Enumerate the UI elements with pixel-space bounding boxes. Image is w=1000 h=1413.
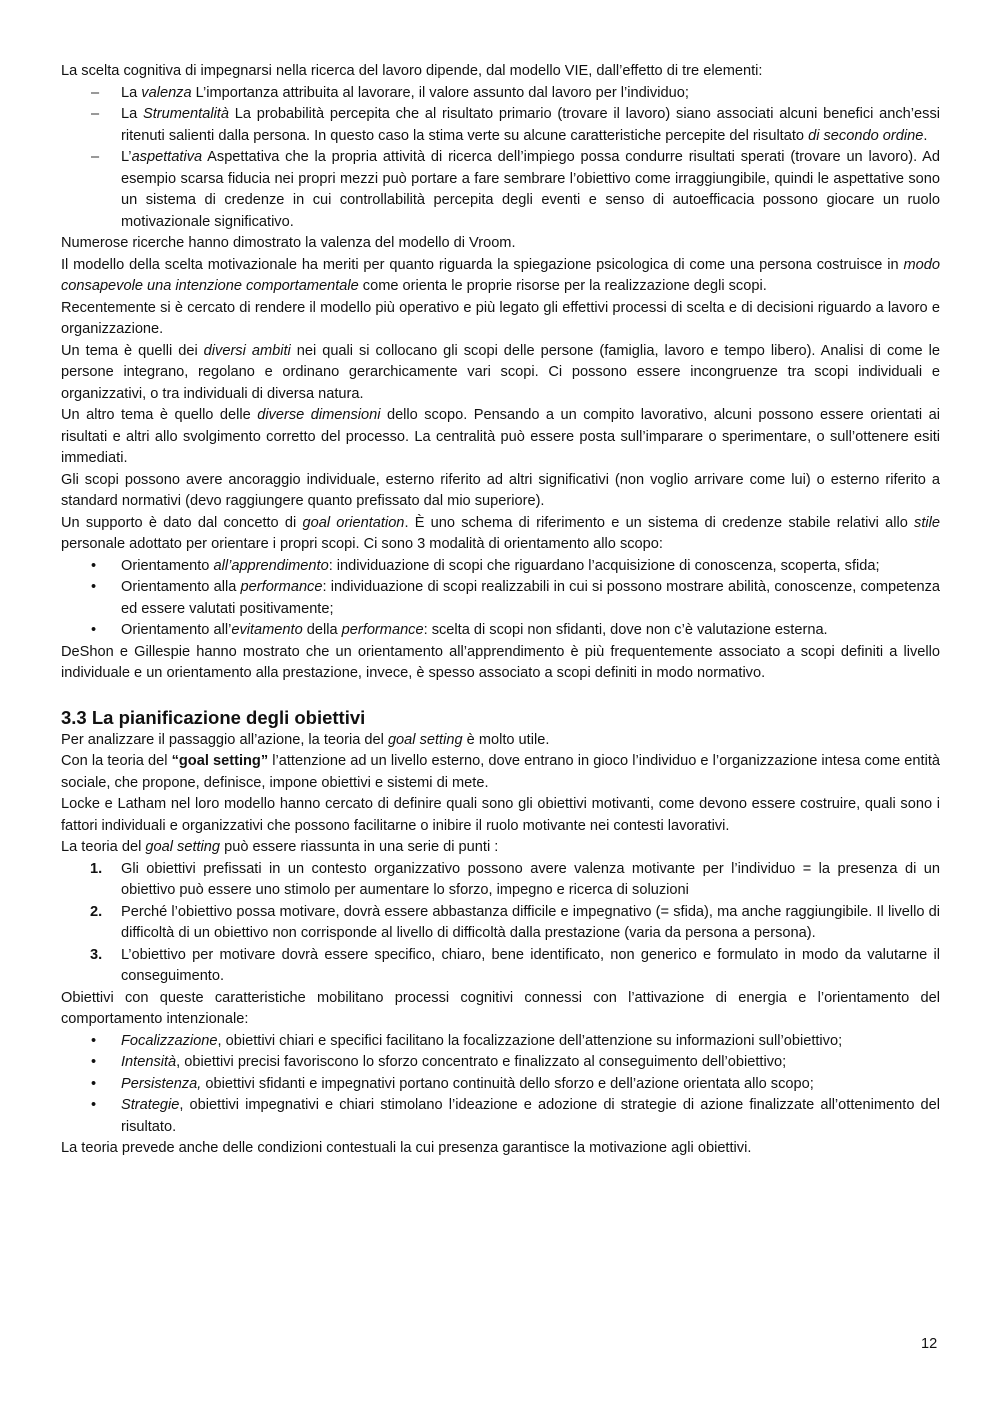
item-text: , obiettivi chiari e specifici facilitano la focalizzazione dell’attenzione su informazioni sull’obiettivo; bbox=[217, 1032, 843, 1049]
item-prefix: La bbox=[121, 84, 142, 101]
list-item bbox=[61, 147, 940, 233]
item-text: Perché l’obiettivo possa motivare, dovrà essere abbastanza difficile e impegnativo (= sfida), ma anche raggiungibile. Il livello di difficoltà di un obiettivo non corrisponde al livello di difficoltà dalla prestazione (varia da persona a persona). bbox=[121, 903, 940, 941]
paragraph bbox=[61, 513, 940, 556]
list-item bbox=[61, 1095, 940, 1138]
list-item bbox=[61, 577, 940, 620]
item-term: Focalizzazione bbox=[121, 1032, 218, 1049]
bullet: • bbox=[91, 1032, 97, 1049]
text-run: . È uno schema di riferimento e un sistema di credenze stabile relativi allo bbox=[404, 514, 915, 531]
text-run: Per analizzare il passaggio all’azione, la teoria del bbox=[61, 731, 388, 748]
text-run: può essere riassunta in una serie di punti : bbox=[220, 839, 499, 855]
text-run: : individuazione di scopi che riguardano l’acquisizione di conoscenza, scoperta, sfida; bbox=[328, 557, 880, 574]
list-item bbox=[61, 902, 940, 945]
item-term: valenza bbox=[141, 84, 192, 101]
text-run: nei quali si collocano gli scopi delle persone (famiglia, lavoro e tempo libero). Analisi di come le persone integrano, regolano e ordinano gerarchicamente vari scopi. Ci possono essere incongruenze tra scopi individuali e organizzativi, o tra individuali di diversa natura. bbox=[61, 342, 940, 402]
item-prefix: La bbox=[121, 106, 143, 122]
paragraph bbox=[61, 730, 940, 752]
page-number: 12 bbox=[921, 1336, 938, 1352]
paragraph bbox=[61, 751, 940, 794]
item-number: 1. bbox=[90, 860, 103, 877]
paragraph: Locke e Latham nel loro modello hanno cercato di definire quali sono gli obiettivi motivanti, come devono essere costruire, quali sono i fattori individuali e organizzativi che possono facilitarne o inibire il ruolo motivante nei contesti lavorativi. bbox=[61, 796, 940, 834]
dash-bullet: – bbox=[91, 106, 100, 122]
text-run: Orientamento alla bbox=[121, 579, 241, 595]
text-run: Un altro tema è quello delle bbox=[61, 407, 258, 423]
goal-setting-points bbox=[61, 859, 940, 988]
item-term: Intensità bbox=[121, 1054, 177, 1070]
text-run: La teoria del bbox=[61, 839, 146, 855]
paragraph: Obiettivi con queste caratteristiche mobilitano processi cognitivi connessi con l’attivazione di energia e l’orientamento del comportamento intenzionale: bbox=[61, 989, 940, 1027]
italic-run: diverse dimensioni bbox=[257, 407, 381, 423]
paragraph bbox=[61, 405, 940, 470]
text-run: è molto utile. bbox=[462, 731, 550, 748]
italic-run: goal setting bbox=[145, 839, 221, 855]
item-term: Persistenza, bbox=[121, 1075, 202, 1092]
item-text: L’obiettivo per motivare dovrà essere specifico, chiaro, bene identificato, non generico e formulato in modo da valutarne il conseguimento. bbox=[121, 946, 940, 984]
list-item bbox=[61, 945, 940, 988]
item-term: Strumentalità bbox=[143, 106, 229, 122]
text-run: : individuazione di scopi realizzabili in cui si possono mostrare abilità, conoscenze, competenza ed essere valutati positivamente; bbox=[121, 579, 940, 617]
list-item bbox=[61, 1052, 940, 1074]
paragraph bbox=[61, 255, 940, 298]
italic-run: performance bbox=[240, 579, 323, 595]
text-run: personale adottato per orientare i propri scopi. Ci sono 3 modalità di orientamento allo scopo: bbox=[61, 536, 663, 552]
bullet: • bbox=[91, 1054, 97, 1070]
text-run: Un tema è quelli dei bbox=[61, 342, 204, 359]
text-run: Con la teoria del bbox=[61, 753, 172, 769]
effects-list bbox=[61, 1031, 940, 1139]
list-item bbox=[61, 556, 940, 578]
text-run: della bbox=[302, 622, 342, 638]
dash-bullet: – bbox=[91, 84, 100, 101]
list-item bbox=[61, 1074, 940, 1096]
text-run: l’attenzione ad un livello esterno, dove entrano in gioco l’individuo e l’organizzazione intesa come entità sociale, che propone, definisce, impone obiettivi e sistemi di mete. bbox=[61, 753, 940, 791]
paragraph: La scelta cognitiva di impegnarsi nella ricerca del lavoro dipende, dal modello VIE, dall’effetto di tre elementi: bbox=[61, 63, 763, 79]
orientation-list bbox=[61, 556, 940, 642]
italic-run: all’apprendimento bbox=[213, 557, 329, 574]
list-item bbox=[61, 859, 940, 902]
list-item bbox=[61, 1031, 940, 1053]
paragraph bbox=[61, 837, 940, 859]
italic-run: stile bbox=[914, 514, 940, 531]
italic-run: modo consapevole una intenzione comportamentale bbox=[61, 256, 940, 294]
text-run: Orientamento bbox=[121, 557, 214, 574]
paragraph: La teoria prevede anche delle condizioni contestuali la cui presenza garantisce la motivazione agli obiettivi. bbox=[61, 1140, 752, 1156]
list-item bbox=[61, 620, 940, 642]
list-item bbox=[61, 83, 940, 105]
bold-run: “goal setting” bbox=[171, 753, 269, 769]
bullet: • bbox=[91, 622, 97, 638]
list-item bbox=[61, 104, 940, 147]
item-text: Gli obiettivi prefissati in un contesto organizzativo possono avere valenza motivante per l’individuo = la presenza di un obiettivo può essere uno stimolo per aumentare lo sforzo, impegno e ricerca di soluzioni bbox=[121, 860, 940, 898]
italic-run: goal orientation bbox=[302, 514, 405, 531]
italic-run: performance bbox=[341, 622, 424, 638]
paragraph: Numerose ricerche hanno dimostrato la valenza del modello di Vroom. bbox=[61, 235, 516, 251]
text-run: Un supporto è dato dal concetto di bbox=[61, 514, 303, 531]
bullet: • bbox=[91, 557, 97, 574]
bullet: • bbox=[91, 1075, 97, 1092]
item-prefix: L’ bbox=[121, 149, 132, 165]
item-text: , obiettivi precisi favoriscono lo sforzo concentrato e finalizzato al conseguimento dell’obiettivo; bbox=[176, 1054, 787, 1070]
item-text: , obiettivi impegnativi e chiari stimolano l’ideazione e adozione di strategie di azione finalizzate all’ottenimento del risultato. bbox=[121, 1097, 940, 1135]
text-run: : scelta di scopi non sfidanti, dove non c’è valutazione esterna. bbox=[423, 622, 828, 638]
item-text: obiettivi sfidanti e impegnativi portano continuità dello sforzo e dell’azione orientata allo scopo; bbox=[201, 1075, 814, 1092]
item-number: 3. bbox=[90, 946, 103, 963]
vie-list bbox=[61, 83, 940, 234]
item-text: L’importanza attribuita al lavorare, il valore assunto dal lavoro per l’individuo; bbox=[191, 84, 689, 101]
text-run: dello scopo. Pensando a un compito lavorativo, alcuni possono essere orientati ai risultati e altri allo svolgimento corretto del processo. La centralità può essere posta sull’imparare o sperimentare, o sull’ottenere esiti immediati. bbox=[61, 407, 940, 466]
italic-run: evitamento bbox=[231, 622, 303, 638]
item-term: aspettativa bbox=[131, 149, 203, 165]
paragraph: Recentemente si è cercato di rendere il modello più operativo e più legato gli effettivi processi di scelta e di decisioni riguardo a lavoro e organizzazione. bbox=[61, 299, 940, 337]
bullet: • bbox=[91, 579, 97, 595]
item-number: 2. bbox=[90, 903, 103, 920]
item-italic: di secondo ordine bbox=[808, 127, 924, 144]
item-suffix: . bbox=[923, 127, 928, 144]
italic-run: diversi ambiti bbox=[203, 342, 291, 359]
paragraph bbox=[61, 341, 940, 406]
text-run: Orientamento all’ bbox=[121, 622, 232, 638]
item-term: Strategie bbox=[121, 1097, 180, 1113]
section-heading: 3.3 La pianificazione degli obiettivi bbox=[61, 706, 366, 728]
paragraph: Gli scopi possono avere ancoraggio individuale, esterno riferito ad altri significativi (non voglio arrivare come lui) o esterno riferito a standard normativi (devo raggiungere quanto prefissato dal mio superiore). bbox=[61, 471, 940, 509]
item-text: La probabilità percepita che al risultato primario (trovare il lavoro) siano associati alcuni benefici anch’essi ritenuti salienti dalla persona. In questo caso la stima verte su alcune caratteristiche percepite del risultato bbox=[121, 106, 940, 144]
paragraph: DeShon e Gillespie hanno mostrato che un orientamento all’apprendimento è più frequentemente associato a scopi definiti a livello individuale e un orientamento alla prestazione, invece, è spesso associato a scopi definiti in modo normativo. bbox=[61, 643, 940, 681]
bullet: • bbox=[91, 1097, 97, 1113]
text-run: come orienta le proprie risorse per la realizzazione degli scopi. bbox=[358, 278, 767, 294]
italic-run: goal setting bbox=[387, 731, 463, 748]
dash-bullet: – bbox=[91, 149, 100, 165]
text-run: Il modello della scelta motivazionale ha meriti per quanto riguarda la spiegazione psicologica di come una persona costruisce in bbox=[61, 256, 904, 273]
page-content bbox=[61, 61, 940, 1160]
item-text: Aspettativa che la propria attività di ricerca dell’impiego possa condurre risultati sperati (trovare un lavoro). Ad esempio scarsa fiducia nei propri mezzi può portare a fare sembrare l’obiettivo come irraggiungibile, quindi le aspettative sono un sistema di credenze in cui controllabilità percepita degli eventi e senso di autoefficacia possono giocare un ruolo motivazionale significativo. bbox=[121, 149, 940, 230]
